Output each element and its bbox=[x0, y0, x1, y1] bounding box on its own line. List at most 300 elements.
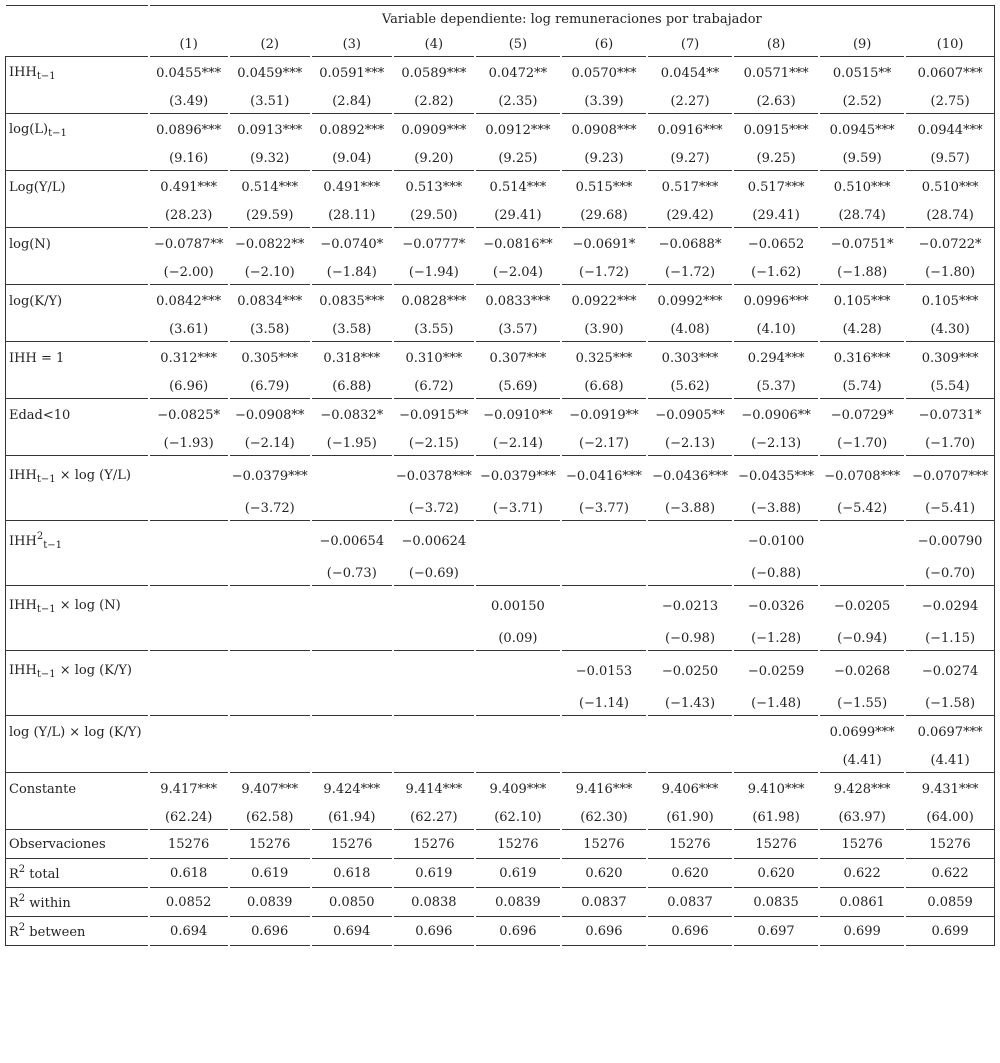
statistic-cell: 0.0852 bbox=[149, 888, 229, 917]
row-label-main: Log(Y/L) bbox=[9, 179, 66, 195]
coefficient-row bbox=[6, 456, 995, 497]
t-stat-cell: (−3.77) bbox=[561, 496, 647, 521]
t-stat-cell: (−1.95) bbox=[311, 431, 393, 456]
coefficient-row bbox=[6, 285, 995, 318]
statistic-cell: 0.699 bbox=[905, 917, 994, 946]
row-label-main: IHH bbox=[9, 662, 37, 678]
coefficient-cell: 0.294*** bbox=[733, 342, 819, 375]
t-stat-row bbox=[6, 317, 995, 342]
column-header: (8) bbox=[733, 32, 819, 57]
t-stat-cell: (6.96) bbox=[149, 374, 229, 399]
t-stat-cell bbox=[149, 561, 229, 586]
statistic-cell: 15276 bbox=[647, 830, 733, 859]
statistic-cell: 0.0859 bbox=[905, 888, 994, 917]
coefficient-cell: 0.0834*** bbox=[229, 285, 311, 318]
coefficient-cell: 0.514*** bbox=[475, 171, 561, 204]
coefficient-cell bbox=[229, 521, 311, 562]
t-stat-cell: (9.27) bbox=[647, 146, 733, 171]
coefficient-cell: 0.0515** bbox=[819, 57, 905, 90]
coefficient-cell bbox=[561, 521, 647, 562]
coefficient-cell: 0.0607*** bbox=[905, 57, 994, 90]
statistic-row bbox=[6, 917, 995, 946]
t-stat-cell: (−1.70) bbox=[905, 431, 994, 456]
row-label-empty bbox=[6, 748, 149, 773]
row-label-subscript: t−1 bbox=[36, 70, 56, 82]
row-label bbox=[6, 114, 149, 147]
t-stat-cell: (−1.93) bbox=[149, 431, 229, 456]
row-label-empty bbox=[6, 805, 149, 830]
coefficient-cell: 0.0944*** bbox=[905, 114, 994, 147]
coefficient-cell: −0.0378*** bbox=[393, 456, 475, 497]
coefficient-cell: 0.515*** bbox=[561, 171, 647, 204]
t-stat-cell: (9.16) bbox=[149, 146, 229, 171]
t-stat-cell bbox=[733, 748, 819, 773]
coefficient-cell: 0.0697*** bbox=[905, 716, 994, 749]
coefficient-cell: 0.510*** bbox=[905, 171, 994, 204]
row-label-main: R bbox=[9, 925, 19, 940]
coefficient-cell: −0.0379*** bbox=[229, 456, 311, 497]
row-label-main: R bbox=[9, 896, 19, 911]
row-label-empty bbox=[6, 203, 149, 228]
coefficient-cell bbox=[647, 716, 733, 749]
row-label-main: Observaciones bbox=[9, 836, 106, 852]
t-stat-row bbox=[6, 89, 995, 114]
header-row-columns bbox=[6, 32, 995, 57]
row-label-main: log(K/Y) bbox=[9, 293, 63, 309]
row-label-main: IHH bbox=[9, 534, 37, 549]
t-stat-row bbox=[6, 374, 995, 399]
t-stat-cell: (2.84) bbox=[311, 89, 393, 114]
t-stat-cell bbox=[393, 691, 475, 716]
coefficient-cell: 9.406*** bbox=[647, 773, 733, 806]
t-stat-cell: (0.09) bbox=[475, 626, 561, 651]
coefficient-cell bbox=[311, 586, 393, 627]
statistic-cell: 15276 bbox=[819, 830, 905, 859]
coefficient-cell: 0.514*** bbox=[229, 171, 311, 204]
statistic-cell: 0.620 bbox=[733, 859, 819, 888]
t-stat-row bbox=[6, 748, 995, 773]
coefficient-cell: 0.0459*** bbox=[229, 57, 311, 90]
t-stat-row bbox=[6, 626, 995, 651]
coefficient-cell: 0.491*** bbox=[149, 171, 229, 204]
column-header: (9) bbox=[819, 32, 905, 57]
statistic-cell: 0.622 bbox=[905, 859, 994, 888]
statistic-cell: 0.619 bbox=[393, 859, 475, 888]
statistic-cell: 0.696 bbox=[475, 917, 561, 946]
coefficient-cell: 0.00150 bbox=[475, 586, 561, 627]
coefficient-cell: −0.0740* bbox=[311, 228, 393, 261]
t-stat-cell bbox=[475, 561, 561, 586]
column-header: (6) bbox=[561, 32, 647, 57]
coefficient-cell bbox=[393, 716, 475, 749]
t-stat-cell bbox=[229, 691, 311, 716]
statistic-cell: 0.0850 bbox=[311, 888, 393, 917]
coefficient-cell: 0.0913*** bbox=[229, 114, 311, 147]
row-label bbox=[6, 888, 149, 917]
row-label-superscript: 2 bbox=[18, 922, 26, 933]
coefficient-cell: −0.0268 bbox=[819, 651, 905, 692]
coefficient-cell: 0.0570*** bbox=[561, 57, 647, 90]
row-label-main: IHH bbox=[9, 597, 37, 613]
statistic-cell: 0.696 bbox=[561, 917, 647, 946]
t-stat-cell: (−1.84) bbox=[311, 260, 393, 285]
statistic-cell: 0.620 bbox=[647, 859, 733, 888]
row-label bbox=[6, 917, 149, 946]
t-stat-cell: (28.74) bbox=[905, 203, 994, 228]
t-stat-cell: (61.94) bbox=[311, 805, 393, 830]
coefficient-cell: 0.309*** bbox=[905, 342, 994, 375]
coefficient-cell bbox=[229, 651, 311, 692]
t-stat-cell: (−1.14) bbox=[561, 691, 647, 716]
t-stat-cell: (3.49) bbox=[149, 89, 229, 114]
t-stat-cell: (−2.14) bbox=[229, 431, 311, 456]
coefficient-cell: 0.0916*** bbox=[647, 114, 733, 147]
t-stat-cell: (4.10) bbox=[733, 317, 819, 342]
statistic-cell: 0.694 bbox=[311, 917, 393, 946]
statistic-cell: 0.619 bbox=[475, 859, 561, 888]
coefficient-cell: 0.0833*** bbox=[475, 285, 561, 318]
row-label-subscript: t−1 bbox=[36, 668, 56, 680]
t-stat-cell bbox=[149, 626, 229, 651]
statistic-cell: 15276 bbox=[229, 830, 311, 859]
coefficient-cell: 0.0472** bbox=[475, 57, 561, 90]
row-label-main: log (Y/L) × log (K/Y) bbox=[9, 724, 142, 740]
coefficient-row bbox=[6, 342, 995, 375]
t-stat-cell bbox=[311, 748, 393, 773]
t-stat-cell: (6.72) bbox=[393, 374, 475, 399]
row-label bbox=[6, 521, 149, 562]
statistic-cell: 0.618 bbox=[149, 859, 229, 888]
coefficient-cell: −0.0435*** bbox=[733, 456, 819, 497]
t-stat-cell: (4.08) bbox=[647, 317, 733, 342]
row-label-subscript: t−1 bbox=[43, 540, 62, 551]
statistic-cell: 0.622 bbox=[819, 859, 905, 888]
t-stat-cell: (29.41) bbox=[733, 203, 819, 228]
t-stat-cell: (−5.41) bbox=[905, 496, 994, 521]
t-stat-cell: (5.62) bbox=[647, 374, 733, 399]
row-label-empty bbox=[6, 260, 149, 285]
coefficient-cell: −0.00624 bbox=[393, 521, 475, 562]
statistic-row bbox=[6, 859, 995, 888]
coefficient-cell: −0.0294 bbox=[905, 586, 994, 627]
statistic-cell: 0.699 bbox=[819, 917, 905, 946]
t-stat-cell: (−0.98) bbox=[647, 626, 733, 651]
row-label bbox=[6, 716, 149, 749]
coefficient-cell: −0.0153 bbox=[561, 651, 647, 692]
column-header: (4) bbox=[393, 32, 475, 57]
coefficient-cell: −0.0379*** bbox=[475, 456, 561, 497]
coefficient-cell: 0.0828*** bbox=[393, 285, 475, 318]
t-stat-cell: (−2.13) bbox=[647, 431, 733, 456]
statistic-cell: 0.696 bbox=[393, 917, 475, 946]
row-label-main: log(N) bbox=[9, 236, 51, 252]
coefficient-cell bbox=[475, 651, 561, 692]
row-label bbox=[6, 456, 149, 497]
row-label-empty bbox=[6, 89, 149, 114]
coefficient-cell: −0.0259 bbox=[733, 651, 819, 692]
t-stat-cell: (62.30) bbox=[561, 805, 647, 830]
column-header: (3) bbox=[311, 32, 393, 57]
coefficient-cell: −0.0688* bbox=[647, 228, 733, 261]
row-label-empty bbox=[6, 431, 149, 456]
t-stat-cell: (28.11) bbox=[311, 203, 393, 228]
statistic-cell: 15276 bbox=[475, 830, 561, 859]
row-label bbox=[6, 57, 149, 90]
t-stat-cell: (3.58) bbox=[311, 317, 393, 342]
coefficient-cell: −0.0652 bbox=[733, 228, 819, 261]
coefficient-cell: −0.0213 bbox=[647, 586, 733, 627]
coefficient-cell: 0.491*** bbox=[311, 171, 393, 204]
statistic-cell: 15276 bbox=[311, 830, 393, 859]
row-label bbox=[6, 285, 149, 318]
statistic-cell: 0.0839 bbox=[229, 888, 311, 917]
coefficient-cell: 0.0915*** bbox=[733, 114, 819, 147]
statistic-cell: 15276 bbox=[149, 830, 229, 859]
t-stat-cell: (29.59) bbox=[229, 203, 311, 228]
t-stat-cell: (5.54) bbox=[905, 374, 994, 399]
t-stat-cell: (61.90) bbox=[647, 805, 733, 830]
coefficient-cell: −0.0915** bbox=[393, 399, 475, 432]
t-stat-cell: (−2.00) bbox=[149, 260, 229, 285]
coefficient-cell: 0.0892*** bbox=[311, 114, 393, 147]
row-label-main: log(L) bbox=[9, 121, 49, 137]
t-stat-cell: (3.57) bbox=[475, 317, 561, 342]
t-stat-cell: (5.74) bbox=[819, 374, 905, 399]
row-label bbox=[6, 228, 149, 261]
row-label-subscript: t−1 bbox=[36, 473, 56, 485]
t-stat-cell: (3.90) bbox=[561, 317, 647, 342]
row-label-rest: between bbox=[25, 925, 86, 940]
t-stat-cell: (4.28) bbox=[819, 317, 905, 342]
row-label-main: IHH bbox=[9, 467, 37, 483]
header-corner-lower bbox=[6, 32, 149, 57]
row-label-main: Constante bbox=[9, 781, 77, 797]
column-header: (7) bbox=[647, 32, 733, 57]
t-stat-row bbox=[6, 431, 995, 456]
t-stat-cell: (−2.17) bbox=[561, 431, 647, 456]
coefficient-row bbox=[6, 521, 995, 562]
t-stat-cell: (4.30) bbox=[905, 317, 994, 342]
row-label bbox=[6, 773, 149, 806]
t-stat-cell bbox=[229, 626, 311, 651]
header-corner bbox=[6, 6, 149, 33]
t-stat-cell: (28.23) bbox=[149, 203, 229, 228]
coefficient-cell bbox=[475, 521, 561, 562]
t-stat-cell: (−0.88) bbox=[733, 561, 819, 586]
coefficient-cell: 0.0909*** bbox=[393, 114, 475, 147]
t-stat-cell: (−3.71) bbox=[475, 496, 561, 521]
coefficient-cell: 0.0591*** bbox=[311, 57, 393, 90]
coefficient-cell bbox=[229, 586, 311, 627]
coefficient-cell: 0.0589*** bbox=[393, 57, 475, 90]
t-stat-cell: (−1.94) bbox=[393, 260, 475, 285]
row-label bbox=[6, 342, 149, 375]
t-stat-cell: (9.59) bbox=[819, 146, 905, 171]
t-stat-cell: (5.37) bbox=[733, 374, 819, 399]
statistic-cell: 15276 bbox=[561, 830, 647, 859]
statistic-cell: 0.696 bbox=[229, 917, 311, 946]
coefficient-cell: 9.431*** bbox=[905, 773, 994, 806]
coefficient-cell bbox=[149, 521, 229, 562]
coefficient-cell bbox=[733, 716, 819, 749]
row-label-superscript: 2 bbox=[36, 531, 44, 542]
statistic-cell: 0.0837 bbox=[647, 888, 733, 917]
coefficient-cell: 9.417*** bbox=[149, 773, 229, 806]
regression-table bbox=[5, 5, 995, 946]
coefficient-cell: −0.0751* bbox=[819, 228, 905, 261]
t-stat-cell bbox=[561, 748, 647, 773]
coefficient-cell: 0.307*** bbox=[475, 342, 561, 375]
row-label-empty bbox=[6, 561, 149, 586]
coefficient-cell: −0.0416*** bbox=[561, 456, 647, 497]
t-stat-cell: (5.69) bbox=[475, 374, 561, 399]
coefficient-cell: −0.0436*** bbox=[647, 456, 733, 497]
row-label bbox=[6, 171, 149, 204]
t-stat-cell: (−3.72) bbox=[393, 496, 475, 521]
coefficient-cell bbox=[819, 521, 905, 562]
row-label bbox=[6, 651, 149, 692]
t-stat-cell: (2.27) bbox=[647, 89, 733, 114]
coefficient-cell: −0.0906** bbox=[733, 399, 819, 432]
statistic-cell: 0.619 bbox=[229, 859, 311, 888]
t-stat-cell: (3.51) bbox=[229, 89, 311, 114]
t-stat-cell: (29.68) bbox=[561, 203, 647, 228]
row-label-empty bbox=[6, 691, 149, 716]
t-stat-cell bbox=[311, 496, 393, 521]
t-stat-cell: (62.24) bbox=[149, 805, 229, 830]
t-stat-cell: (2.75) bbox=[905, 89, 994, 114]
row-label bbox=[6, 830, 149, 859]
coefficient-cell: 0.0454** bbox=[647, 57, 733, 90]
t-stat-cell bbox=[475, 748, 561, 773]
coefficient-cell: 0.0455*** bbox=[149, 57, 229, 90]
statistic-cell: 0.0838 bbox=[393, 888, 475, 917]
coefficient-cell: −0.00790 bbox=[905, 521, 994, 562]
row-label-main: IHH = 1 bbox=[9, 350, 65, 366]
coefficient-cell: −0.0919** bbox=[561, 399, 647, 432]
coefficient-row bbox=[6, 228, 995, 261]
coefficient-cell: 0.0896*** bbox=[149, 114, 229, 147]
row-label-subscript: t−1 bbox=[48, 127, 67, 139]
t-stat-cell bbox=[229, 748, 311, 773]
statistic-cell: 0.0839 bbox=[475, 888, 561, 917]
coefficient-cell: 0.0996*** bbox=[733, 285, 819, 318]
t-stat-cell bbox=[149, 496, 229, 521]
t-stat-cell: (−0.94) bbox=[819, 626, 905, 651]
row-label bbox=[6, 399, 149, 432]
coefficient-cell: 0.513*** bbox=[393, 171, 475, 204]
coefficient-cell: 9.416*** bbox=[561, 773, 647, 806]
coefficient-cell: 0.0835*** bbox=[311, 285, 393, 318]
coefficient-row bbox=[6, 716, 995, 749]
coefficient-cell: 0.510*** bbox=[819, 171, 905, 204]
coefficient-cell bbox=[229, 716, 311, 749]
coefficient-cell: −0.0708*** bbox=[819, 456, 905, 497]
coefficient-cell: 0.517*** bbox=[647, 171, 733, 204]
coefficient-cell: −0.0729* bbox=[819, 399, 905, 432]
t-stat-cell bbox=[561, 561, 647, 586]
coefficient-cell: 9.414*** bbox=[393, 773, 475, 806]
coefficient-row bbox=[6, 171, 995, 204]
t-stat-cell bbox=[475, 691, 561, 716]
row-label-empty bbox=[6, 626, 149, 651]
t-stat-cell: (9.25) bbox=[475, 146, 561, 171]
coefficient-cell: −0.0908** bbox=[229, 399, 311, 432]
t-stat-row bbox=[6, 805, 995, 830]
coefficient-cell bbox=[393, 586, 475, 627]
t-stat-cell: (−5.42) bbox=[819, 496, 905, 521]
row-label-main: Edad<10 bbox=[9, 407, 71, 423]
t-stat-cell: (−0.73) bbox=[311, 561, 393, 586]
coefficient-cell: −0.0822** bbox=[229, 228, 311, 261]
statistic-cell: 0.696 bbox=[647, 917, 733, 946]
coefficient-cell: 0.105*** bbox=[819, 285, 905, 318]
coefficient-cell bbox=[561, 716, 647, 749]
coefficient-cell: −0.00654 bbox=[311, 521, 393, 562]
t-stat-cell: (9.04) bbox=[311, 146, 393, 171]
t-stat-cell: (−3.88) bbox=[647, 496, 733, 521]
coefficient-cell bbox=[311, 651, 393, 692]
t-stat-cell: (−3.72) bbox=[229, 496, 311, 521]
t-stat-row bbox=[6, 203, 995, 228]
t-stat-cell: (−2.15) bbox=[393, 431, 475, 456]
coefficient-cell: −0.0905** bbox=[647, 399, 733, 432]
t-stat-cell: (−1.43) bbox=[647, 691, 733, 716]
t-stat-cell: (6.68) bbox=[561, 374, 647, 399]
coefficient-row bbox=[6, 114, 995, 147]
coefficient-cell: 0.0945*** bbox=[819, 114, 905, 147]
coefficient-cell: 0.316*** bbox=[819, 342, 905, 375]
t-stat-cell bbox=[311, 691, 393, 716]
coefficient-cell: 0.0908*** bbox=[561, 114, 647, 147]
coefficient-cell: 0.0922*** bbox=[561, 285, 647, 318]
t-stat-cell: (29.42) bbox=[647, 203, 733, 228]
t-stat-cell: (9.25) bbox=[733, 146, 819, 171]
coefficient-cell bbox=[311, 716, 393, 749]
row-label-main: IHH bbox=[9, 64, 37, 80]
t-stat-cell bbox=[647, 748, 733, 773]
t-stat-cell: (4.41) bbox=[905, 748, 994, 773]
coefficient-cell bbox=[393, 651, 475, 692]
t-stat-cell: (2.82) bbox=[393, 89, 475, 114]
t-stat-cell: (62.58) bbox=[229, 805, 311, 830]
coefficient-cell: −0.0707*** bbox=[905, 456, 994, 497]
t-stat-cell: (3.58) bbox=[229, 317, 311, 342]
coefficient-cell: 0.0912*** bbox=[475, 114, 561, 147]
coefficient-cell bbox=[475, 716, 561, 749]
coefficient-cell bbox=[149, 456, 229, 497]
coefficient-cell: −0.0787** bbox=[149, 228, 229, 261]
t-stat-cell: (28.74) bbox=[819, 203, 905, 228]
row-label-subscript: t−1 bbox=[36, 603, 56, 615]
statistic-cell: 0.0861 bbox=[819, 888, 905, 917]
t-stat-cell: (−1.48) bbox=[733, 691, 819, 716]
t-stat-cell: (9.57) bbox=[905, 146, 994, 171]
t-stat-cell bbox=[819, 561, 905, 586]
t-stat-cell: (3.61) bbox=[149, 317, 229, 342]
t-stat-cell bbox=[229, 561, 311, 586]
t-stat-cell: (−2.10) bbox=[229, 260, 311, 285]
t-stat-cell bbox=[393, 748, 475, 773]
coefficient-cell: −0.0250 bbox=[647, 651, 733, 692]
row-label-rest: total bbox=[25, 867, 60, 882]
coefficient-cell: 9.410*** bbox=[733, 773, 819, 806]
t-stat-row bbox=[6, 691, 995, 716]
t-stat-cell: (29.41) bbox=[475, 203, 561, 228]
t-stat-cell: (−1.72) bbox=[561, 260, 647, 285]
t-stat-cell: (9.32) bbox=[229, 146, 311, 171]
t-stat-cell bbox=[561, 626, 647, 651]
